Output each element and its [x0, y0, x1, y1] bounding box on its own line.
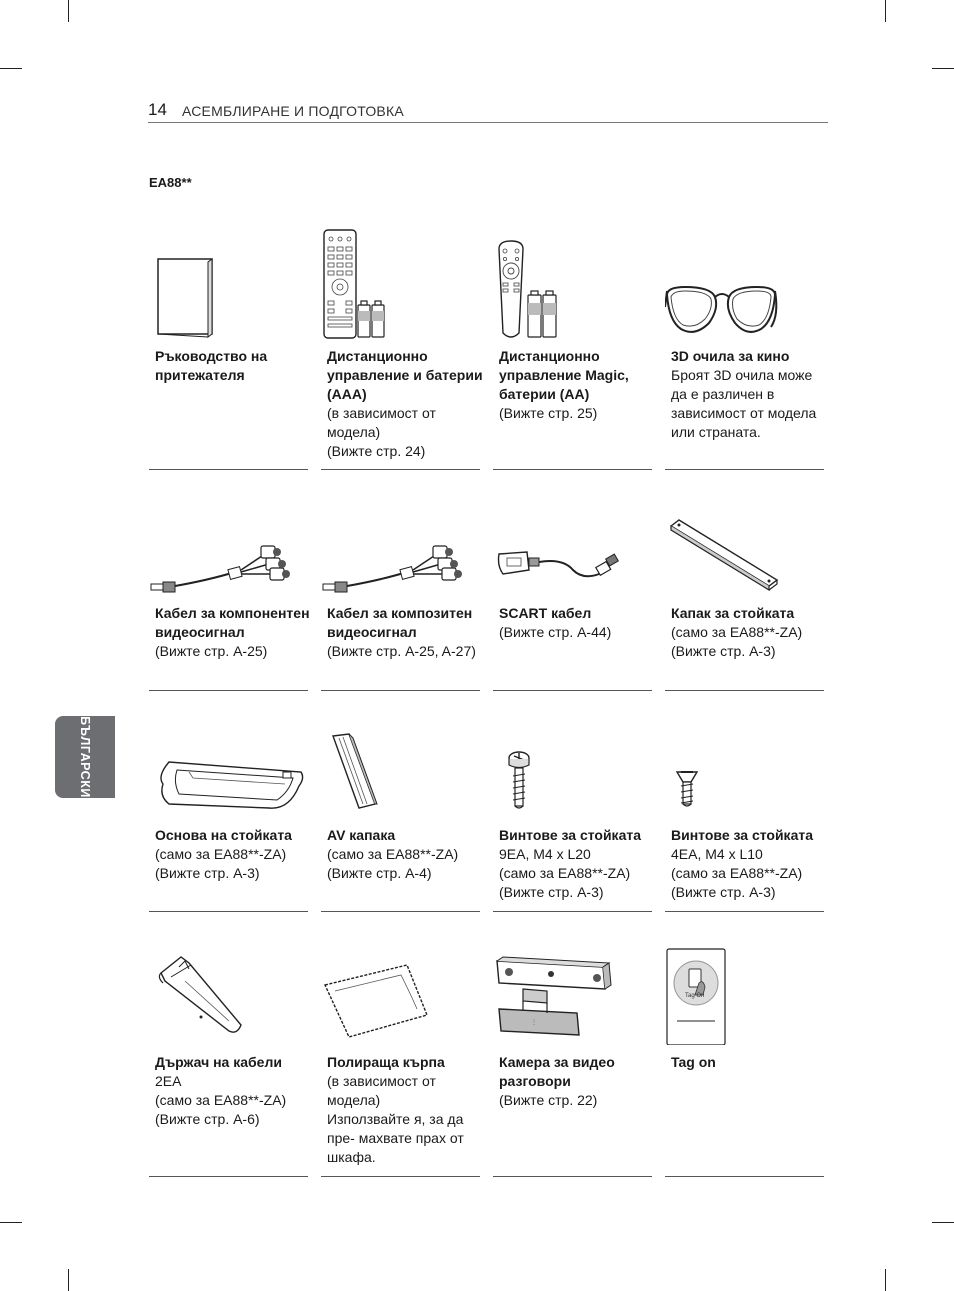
crop-mark — [0, 1222, 22, 1223]
item-description: 4EA, M4 x L10 (само за EA88**-ZA) (Вижте стр. A-3) — [671, 846, 803, 900]
stand-cover-icon — [665, 512, 824, 597]
stand-base-icon — [149, 732, 308, 817]
divider — [321, 690, 480, 691]
item-title: Основа на стойката — [155, 827, 292, 843]
language-tab — [55, 716, 115, 798]
divider — [149, 469, 308, 470]
crop-mark — [0, 68, 22, 69]
page-header — [148, 98, 828, 123]
divider — [665, 690, 824, 691]
item-title: AV капака — [327, 827, 396, 843]
item-title: Кабел за композитен видеосигнал — [327, 605, 473, 640]
divider — [493, 911, 652, 912]
section-title: АСЕМБЛИРАНЕ И ПОДГОТОВКА — [182, 103, 404, 119]
crop-mark — [68, 1269, 69, 1291]
video-camera-icon — [493, 945, 652, 1045]
svg-text:⫶: ⫶ — [533, 1018, 535, 1027]
item-title: Камера за видео разговори — [499, 1054, 615, 1089]
item-description: (само за EA88**-ZA) (Вижте стр. A-3) — [671, 624, 803, 659]
stand-screw-long-icon — [493, 732, 652, 817]
item-title: Държач на кабели — [155, 1054, 282, 1070]
composite-cable-icon — [321, 512, 480, 597]
crop-mark — [932, 1222, 954, 1223]
item-description: (Вижте стр. A-44) — [499, 624, 612, 640]
remote-control-icon — [321, 225, 480, 340]
item-title: 3D очила за кино — [671, 348, 790, 364]
item-description: (само за EA88**-ZA) (Вижте стр. A-4) — [327, 846, 459, 881]
item-description: (в зависимост от модела) Използвайте я, за да пре- махвате прах от шкафа. — [327, 1073, 464, 1165]
stand-screw-short-icon — [665, 732, 824, 817]
language-tab-label: БЪЛГАРСКИ — [78, 716, 92, 798]
divider — [665, 469, 824, 470]
magic-remote-icon — [493, 225, 652, 340]
item-description: (в зависимост от моделa) (Вижте стр. 24) — [327, 405, 436, 459]
item-title: Винтове за стойката — [499, 827, 641, 843]
item-title: Винтове за стойката — [671, 827, 813, 843]
divider — [665, 1176, 824, 1177]
manual-icon — [149, 225, 308, 340]
item-description: 9EA, M4 x L20 (само за EA88**-ZA) (Вижте стр. A-3) — [499, 846, 631, 900]
tag-on-icon — [665, 945, 824, 1045]
scart-cable-icon — [493, 512, 652, 597]
item-description: 2EA (само за EA88**-ZA) (Вижте стр. A-6) — [155, 1073, 287, 1127]
divider — [493, 690, 652, 691]
polishing-cloth-icon — [321, 945, 480, 1045]
crop-mark — [885, 1269, 886, 1291]
crop-mark — [885, 0, 886, 22]
item-description: (Вижте стр. A-25, A-27) — [327, 643, 476, 659]
item-title: SCART кабел — [499, 605, 592, 621]
page-number: 14 — [148, 100, 167, 119]
crop-mark — [932, 68, 954, 69]
crop-mark — [68, 0, 69, 22]
divider — [321, 469, 480, 470]
item-title: Полираща кърпа — [327, 1054, 445, 1070]
3d-glasses-icon — [665, 225, 824, 340]
item-title: Капак за стойката — [671, 605, 795, 621]
item-description: (Вижте стр. 22) — [499, 1092, 598, 1108]
item-title: Дистанционно управление и батерии (AAA) — [327, 348, 483, 402]
divider — [321, 1176, 480, 1177]
divider — [321, 911, 480, 912]
item-title: Tag on — [671, 1054, 716, 1070]
cable-holder-icon — [149, 945, 308, 1045]
model-label: EA88** — [149, 175, 192, 190]
divider — [665, 911, 824, 912]
tag-on-label: Tag On — [685, 993, 705, 999]
divider — [149, 911, 308, 912]
item-description: (Вижте стр. 25) — [499, 405, 598, 421]
item-description: Броят 3D очила може да е различен в зависимост от модела или страната. — [671, 367, 817, 440]
item-description: (Вижте стр. A-25) — [155, 643, 268, 659]
item-title: Дистанционно управление Magic, батерии (AA) — [499, 348, 629, 402]
item-title: Кабел за компонентен видеосигнал — [155, 605, 310, 640]
component-cable-icon — [149, 512, 308, 597]
av-cover-icon — [321, 732, 480, 817]
divider — [149, 690, 308, 691]
item-description: (само за EA88**-ZA) (Вижте стр. A-3) — [155, 846, 287, 881]
item-title: Ръководство на притежателя — [155, 348, 268, 383]
divider — [149, 1176, 308, 1177]
divider — [493, 1176, 652, 1177]
divider — [493, 469, 652, 470]
